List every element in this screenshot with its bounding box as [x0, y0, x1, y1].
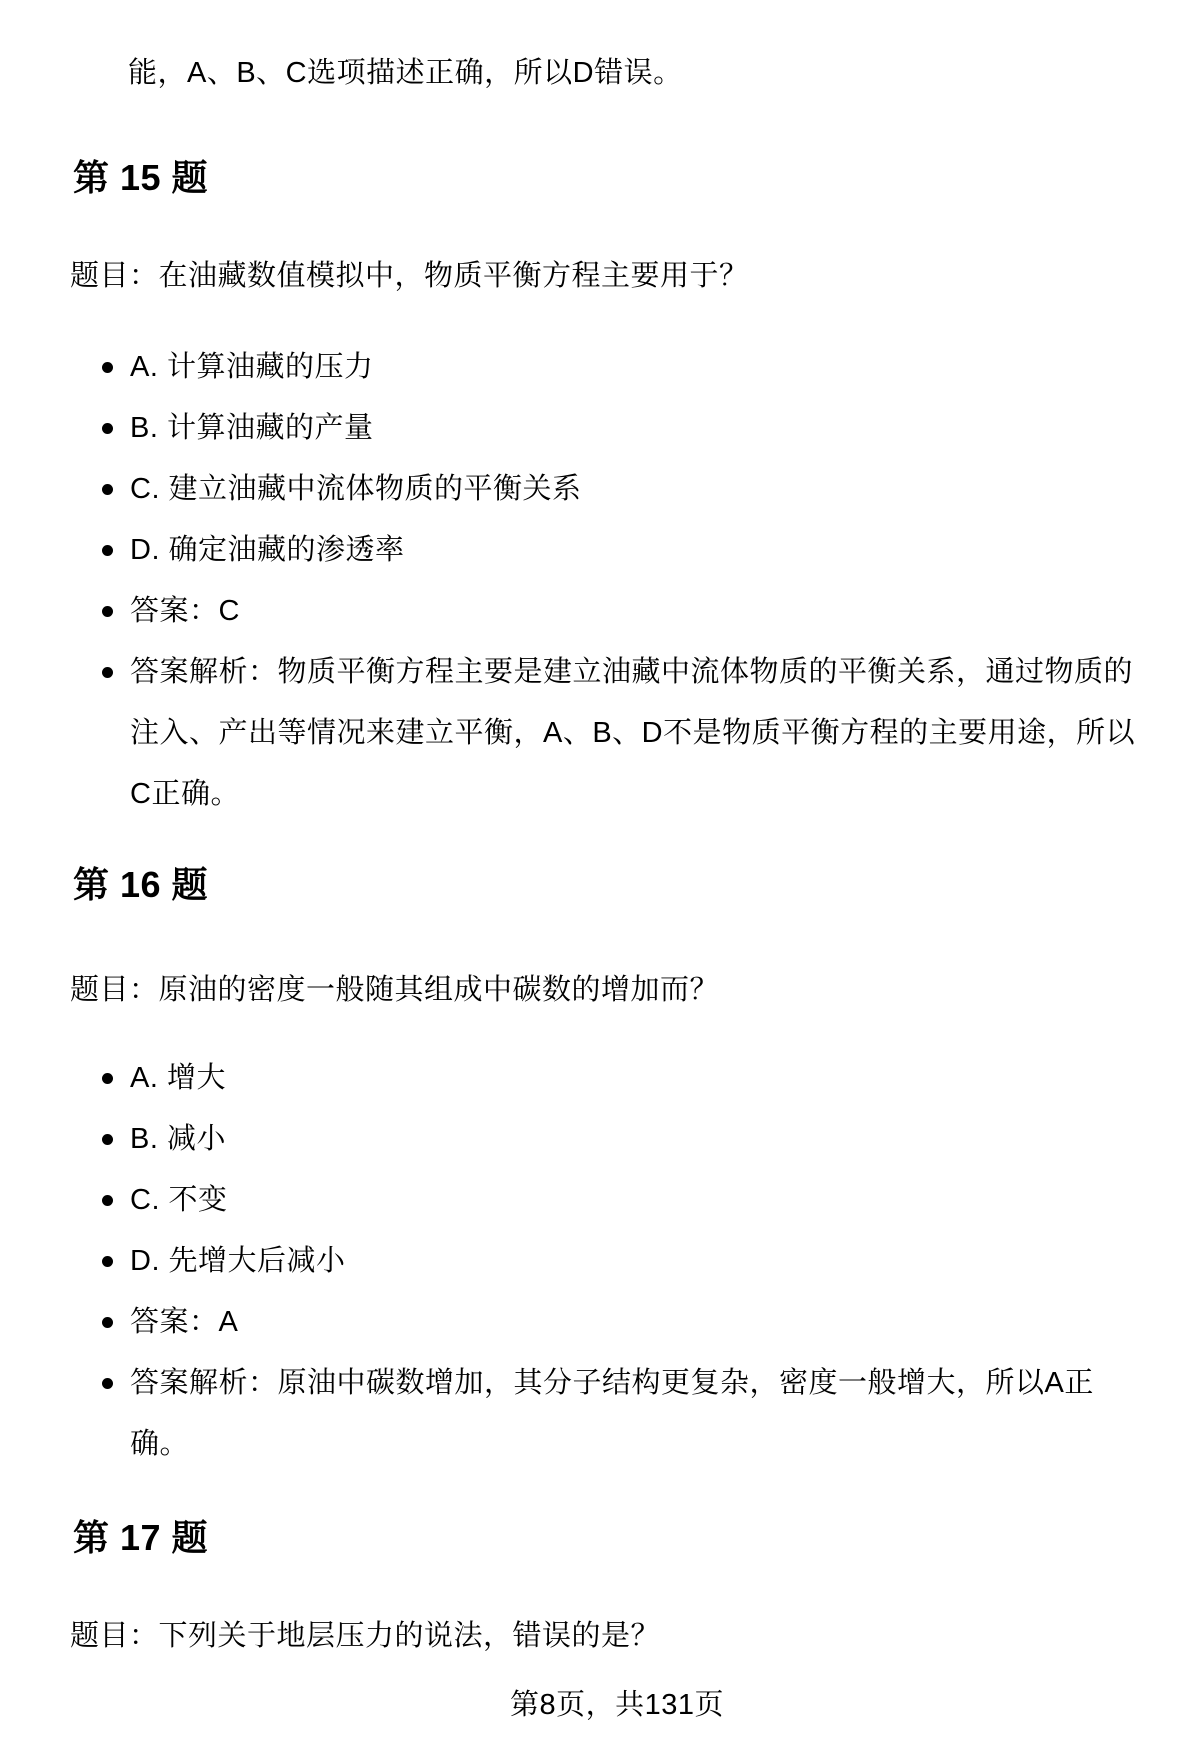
option-label: A. 计算油藏的压力 [130, 351, 374, 383]
bullet-icon [102, 545, 113, 556]
answer-label: 答案：A [130, 1306, 239, 1338]
question-15-heading: 第 15 题 [73, 157, 209, 198]
option-label: C. 建立油藏中流体物质的平衡关系 [130, 473, 582, 505]
bullet-icon [102, 667, 113, 678]
explanation-item [102, 642, 1136, 703]
question-16-heading: 第 16 题 [73, 864, 209, 905]
question-17-heading: 第 17 题 [73, 1517, 209, 1558]
option-item-b [102, 398, 1136, 459]
option-label: A. 增大 [130, 1062, 226, 1094]
option-label: B. 计算油藏的产量 [130, 412, 374, 444]
bullet-icon [102, 423, 113, 434]
question-15-list [102, 337, 1136, 825]
option-label: D. 先增大后减小 [130, 1245, 346, 1277]
bullet-icon [102, 1256, 113, 1267]
explanation-continuation [102, 703, 1136, 764]
answer-item [102, 1292, 1136, 1353]
bullet-icon [102, 1134, 113, 1145]
bullet-icon [102, 1317, 113, 1328]
bullet-icon [102, 484, 113, 495]
explanation-line: 注入、产出等情况来建立平衡，A、B、D不是物质平衡方程的主要用途，所以 [130, 717, 1136, 749]
option-item-b [102, 1109, 1136, 1170]
answer-label: 答案：C [130, 595, 240, 627]
explanation-line: C正确。 [130, 778, 240, 810]
bullet-icon [102, 362, 113, 373]
bullet-icon [102, 1378, 113, 1389]
bullet-icon [102, 1073, 113, 1084]
answer-item [102, 581, 1136, 642]
option-item-d [102, 1231, 1136, 1292]
option-item-c [102, 459, 1136, 520]
explanation-continuation [102, 764, 1136, 825]
explanation-line: 确。 [130, 1428, 190, 1460]
option-label: B. 减小 [130, 1123, 226, 1155]
option-item-a [102, 337, 1136, 398]
explanation-item [102, 1353, 1136, 1414]
explanation-continuation [102, 1414, 1136, 1475]
question-17-text: 题目：下列关于地层压力的说法，错误的是？ [70, 1620, 661, 1652]
option-label: D. 确定油藏的渗透率 [130, 534, 405, 566]
option-item-d [102, 520, 1136, 581]
continuation-text: 能，A、B、C选项描述正确，所以D错误。 [128, 57, 683, 89]
option-item-a [102, 1048, 1136, 1109]
bullet-icon [102, 606, 113, 617]
question-15-text: 题目：在油藏数值模拟中，物质平衡方程主要用于？ [70, 260, 749, 292]
bullet-icon [102, 1195, 113, 1206]
explanation-line: 答案解析：物质平衡方程主要是建立油藏中流体物质的平衡关系，通过物质的 [130, 656, 1134, 688]
option-label: C. 不变 [130, 1184, 228, 1216]
page-footer: 第8页，共131页 [509, 1689, 724, 1721]
question-16-text: 题目：原油的密度一般随其组成中碳数的增加而？ [70, 974, 720, 1006]
question-16-list [102, 1048, 1136, 1475]
option-item-c [102, 1170, 1136, 1231]
explanation-line: 答案解析：原油中碳数增加，其分子结构更复杂，密度一般增大，所以A正 [130, 1367, 1094, 1399]
